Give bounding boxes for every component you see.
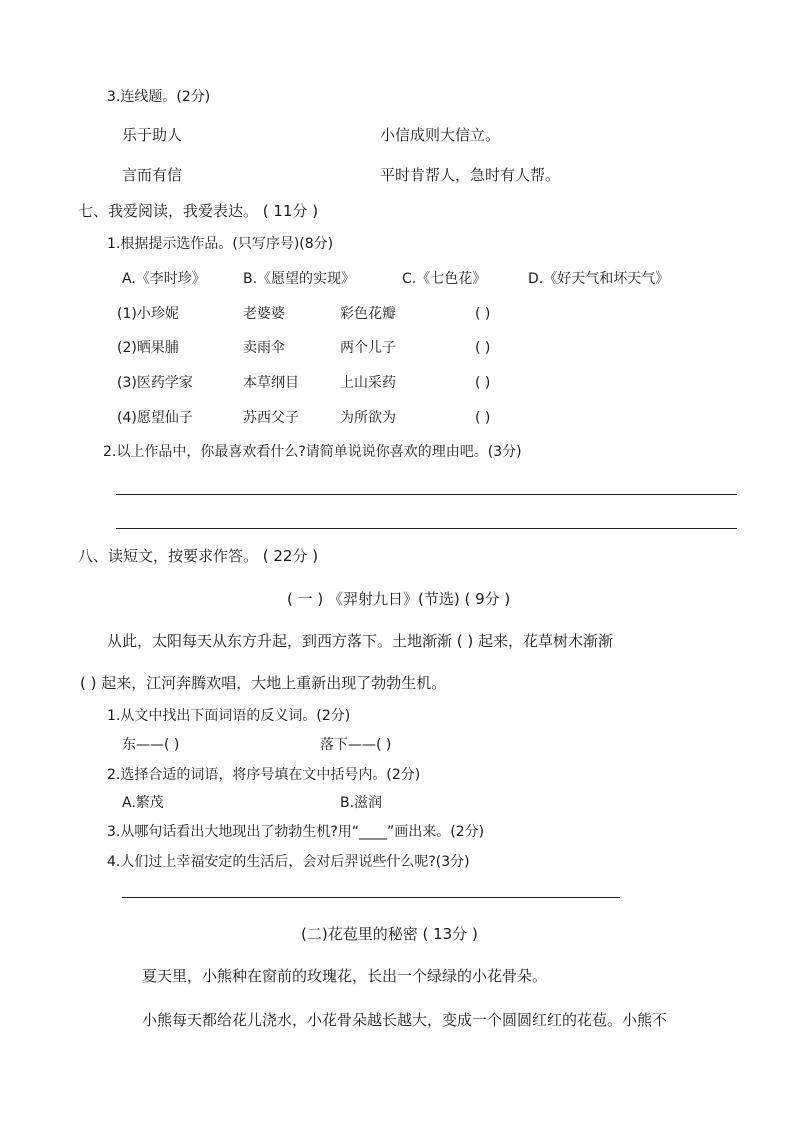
row-1-answer[interactable]: ( ) bbox=[475, 306, 491, 322]
part1-q1: 1.从文中找出下面词语的反义词。(2分) bbox=[107, 708, 351, 724]
q3-title: 3.连线题。(2分) bbox=[107, 89, 211, 105]
sec7-title: 七、我爱阅读，我爱表达。 ( 11分 ) bbox=[78, 202, 319, 220]
option-c: C.《七色花》 bbox=[402, 271, 487, 287]
answer-line-3[interactable] bbox=[122, 897, 620, 898]
row-4-num: (4)愿望仙子 bbox=[117, 410, 193, 426]
option-d: D.《好天气和坏天气》 bbox=[528, 271, 670, 287]
part2-title: (二)花苞里的秘密 ( 13分 ) bbox=[301, 925, 478, 943]
row-2-num: (2)晒果脯 bbox=[117, 340, 179, 356]
part1-q2: 2.选择合适的词语，将序号填在文中括号内。(2分) bbox=[107, 767, 421, 783]
row-3-answer[interactable]: ( ) bbox=[475, 375, 491, 391]
match-left-2: 言而有信 bbox=[122, 166, 183, 184]
answer-line-1[interactable] bbox=[116, 494, 737, 495]
row-4-b: 为所欲为 bbox=[340, 410, 396, 426]
row-1-b: 彩色花瓣 bbox=[340, 306, 396, 322]
row-2-answer[interactable]: ( ) bbox=[475, 340, 491, 356]
row-1-num: (1)小珍妮 bbox=[117, 306, 179, 322]
part1-paragraph-line-1: 从此，太阳每天从东方升起，到西方落下。土地渐渐 ( ) 起来，花草树木渐渐 bbox=[107, 632, 614, 650]
row-4-a: 苏西父子 bbox=[243, 410, 299, 426]
row-3-num: (3)医药学家 bbox=[117, 375, 193, 391]
choice-a: A.繁茂 bbox=[122, 795, 164, 811]
option-b: B.《愿望的实现》 bbox=[243, 271, 356, 287]
antonym-fall[interactable]: 落下——( ) bbox=[320, 737, 392, 753]
part1-paragraph-line-2: ( ) 起来，江河奔腾欢唱，大地上重新出现了勃勃生机。 bbox=[80, 674, 447, 692]
sec8-title: 八、读短文，按要求作答。 ( 22分 ) bbox=[78, 547, 319, 565]
match-right-2: 平时肯帮人，急时有人帮。 bbox=[380, 166, 561, 184]
row-1-a: 老婆婆 bbox=[243, 306, 285, 322]
choice-b: B.滋润 bbox=[340, 795, 383, 811]
answer-line-2[interactable] bbox=[116, 528, 737, 529]
row-3-b: 上山采药 bbox=[340, 375, 396, 391]
sec7-q2: 2.以上作品中，你最喜欢看什么?请简单说说你喜欢的理由吧。(3分) bbox=[103, 444, 522, 460]
row-2-b: 两个儿子 bbox=[340, 340, 396, 356]
part1-q4: 4.人们过上幸福安定的生活后，会对后羿说些什么呢?(3分) bbox=[107, 854, 470, 870]
row-4-answer[interactable]: ( ) bbox=[475, 410, 491, 426]
option-a: A.《李时珍》 bbox=[122, 271, 206, 287]
part2-paragraph-2: 小熊每天都给花儿浇水，小花骨朵越长越大，变成一个圆圆红红的花苞。小熊不 bbox=[142, 1011, 668, 1029]
match-left-1: 乐于助人 bbox=[122, 126, 183, 144]
match-right-1: 小信成则大信立。 bbox=[380, 126, 501, 144]
part1-title: ( 一 ) 《羿射九日》(节选) ( 9分 ) bbox=[287, 590, 511, 608]
row-3-a: 本草纲目 bbox=[243, 375, 299, 391]
row-2-a: 卖雨伞 bbox=[243, 340, 285, 356]
antonym-east[interactable]: 东——( ) bbox=[122, 737, 180, 753]
part2-paragraph-1: 夏天里，小熊种在窗前的玫瑰花，长出一个绿绿的小花骨朵。 bbox=[142, 967, 548, 985]
part1-q3: 3.从哪句话看出大地现出了勃勃生机?用“____”画出来。(2分) bbox=[107, 824, 485, 840]
sec7-q1-title: 1.根据提示选作品。(只写序号)(8分) bbox=[107, 236, 334, 252]
